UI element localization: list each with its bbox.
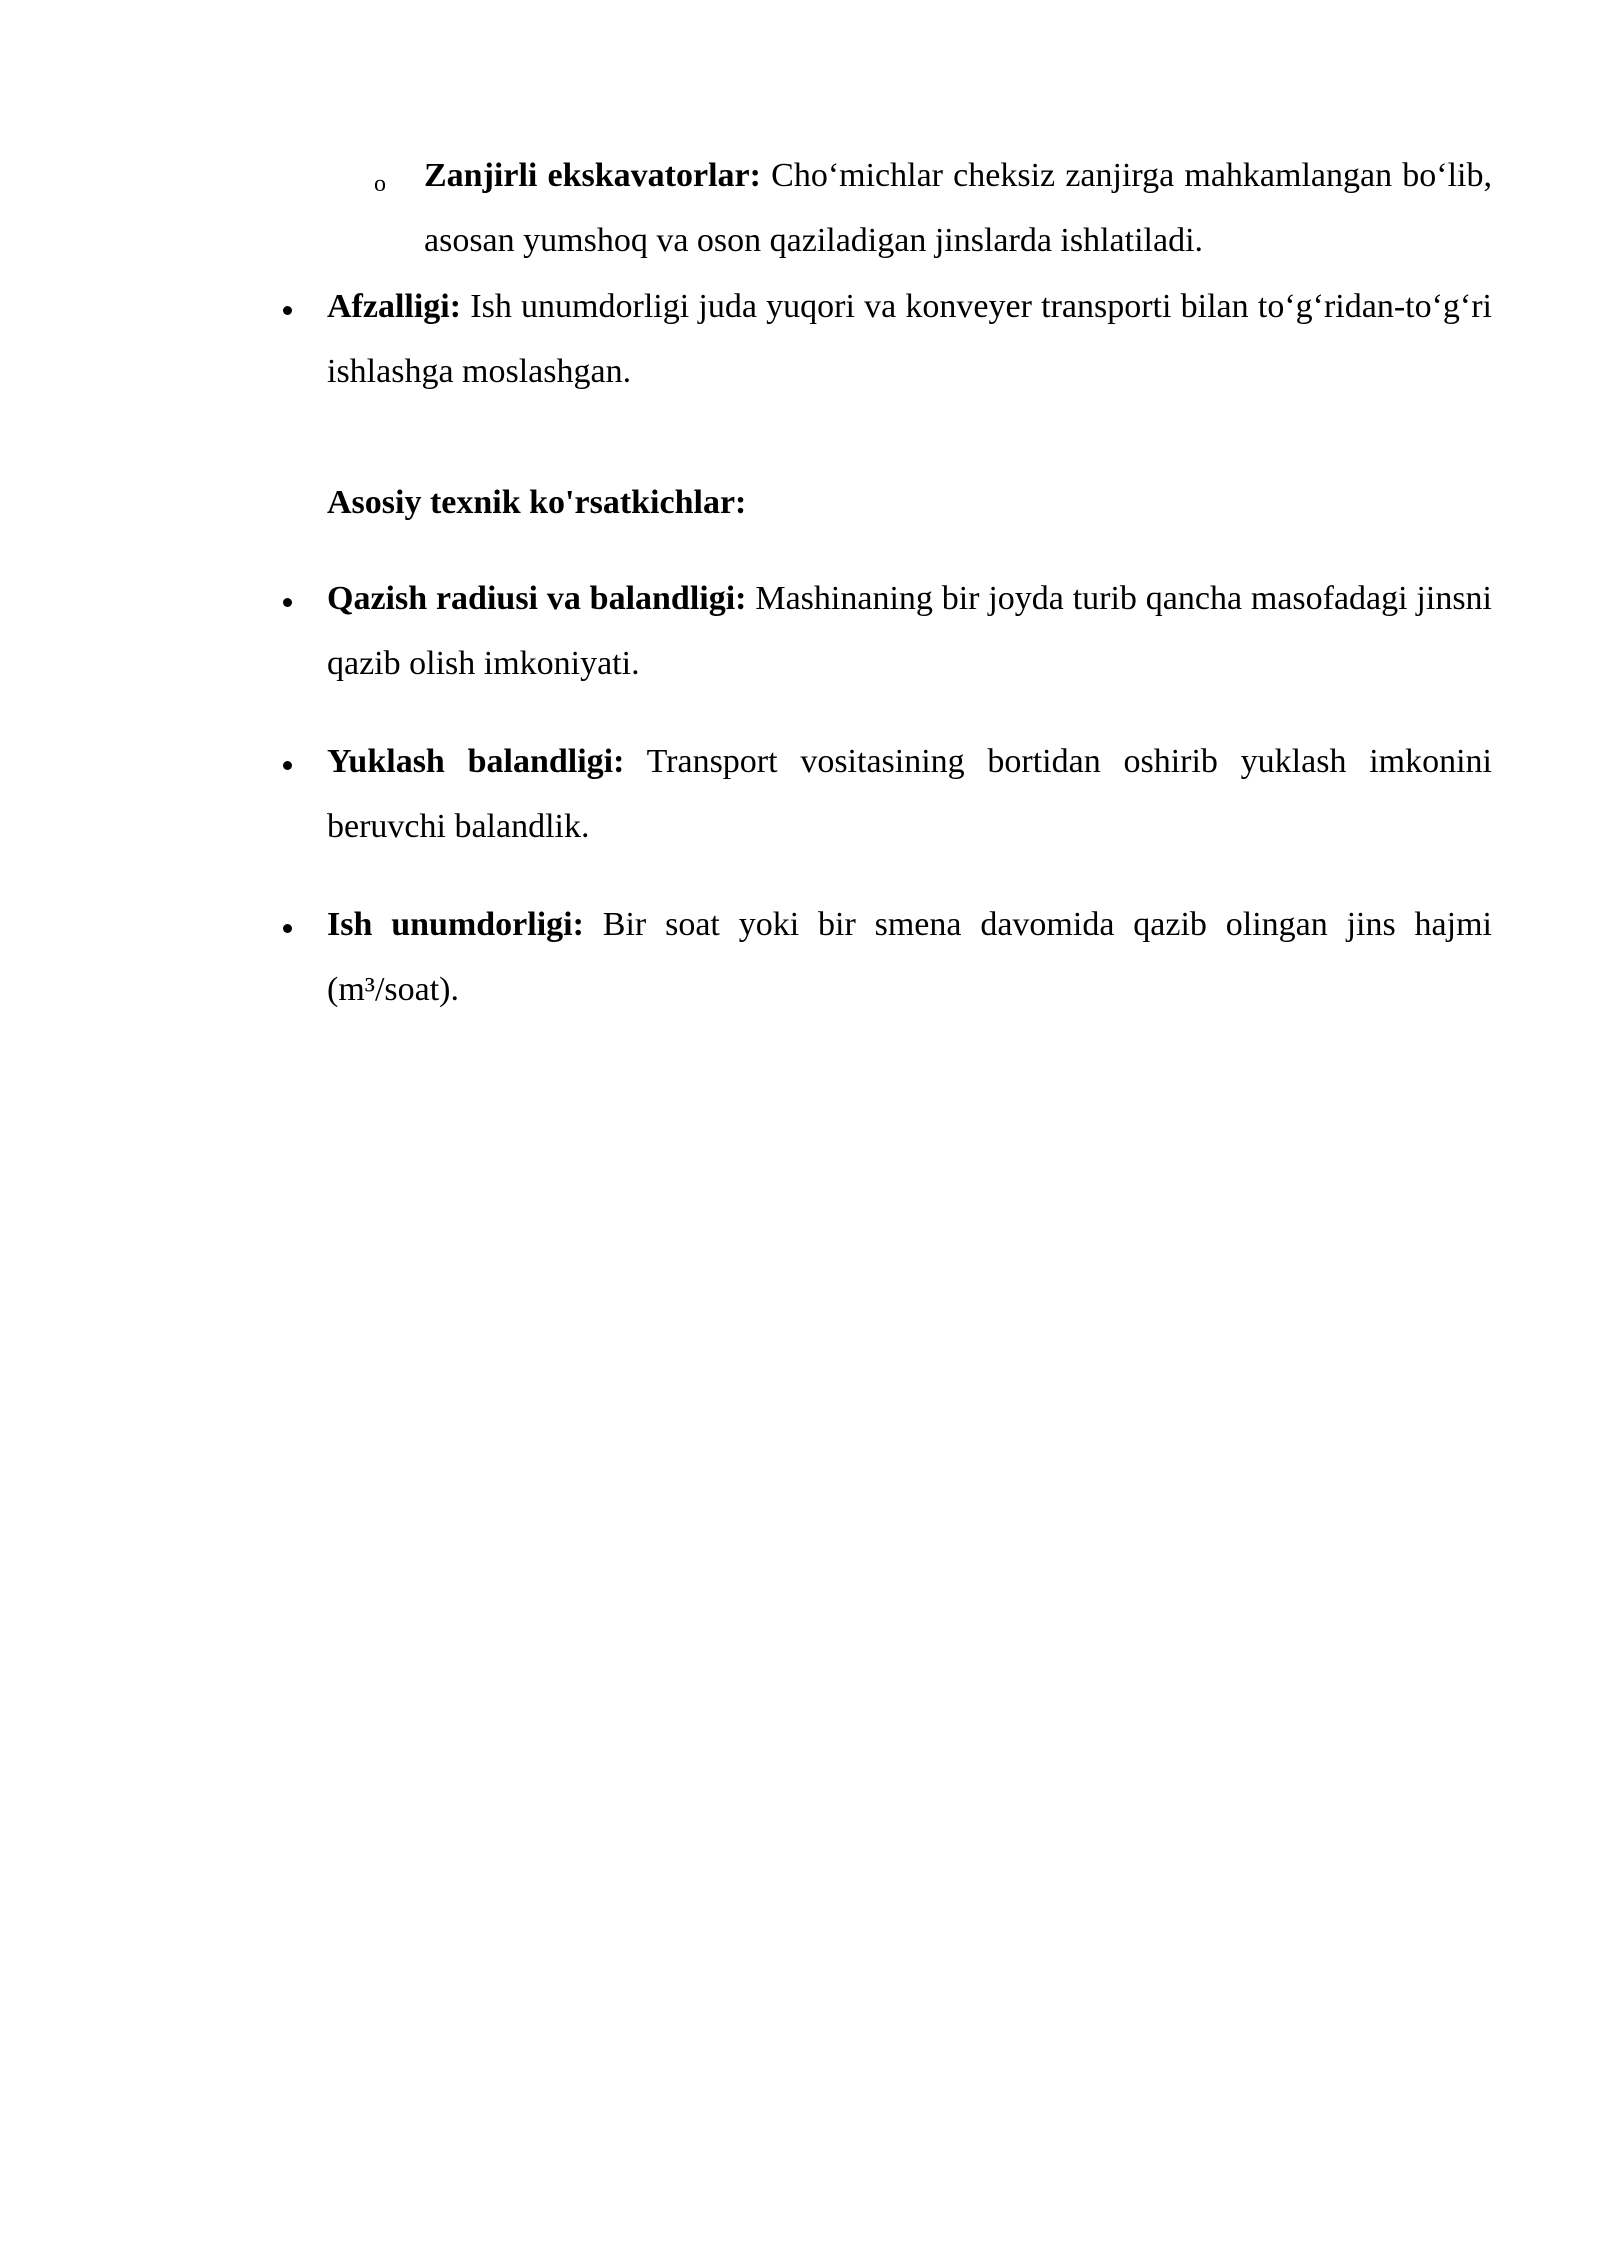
bullet-marker xyxy=(283,924,292,933)
list-item-text: Cho‘michlar cheksiz zanjirga mahkamlangan bo‘lib, asosan yumshoq va oson qaziladigan jinslarda ishlatiladi. xyxy=(424,157,1492,259)
list-item-zanjirli xyxy=(424,143,1492,273)
spec-item-text: Mashinaning bir joyda turib qancha masofadagi jinsni qazib olish imkoniyati. xyxy=(327,580,1492,682)
spec-item-text: Transport vositasining bortidan oshirib yuklash imkonini beruvchi balandlik. xyxy=(327,743,1492,845)
list-item-term: Afzalligi: xyxy=(327,288,462,325)
list-item-text: Ish unumdorligi juda yuqori va konveyer transporti bilan to‘g‘ridan-to‘g‘ri ishlashga moslashgan. xyxy=(327,288,1492,390)
bullet-marker xyxy=(283,761,292,770)
bullet-marker xyxy=(283,306,292,315)
spec-item-term: Ish unumdorligi: xyxy=(327,906,584,943)
sub-bullet-marker: o xyxy=(374,171,386,197)
spec-item-qazish xyxy=(327,566,1492,696)
list-item-term: Zanjirli ekskavatorlar: xyxy=(424,157,761,194)
spec-item-text: Bir soat yoki bir smena davomida qazib olingan jins hajmi (m³/soat). xyxy=(327,906,1492,1008)
spec-item-term: Yuklash balandligi: xyxy=(327,743,625,780)
spec-item-yuklash xyxy=(327,729,1492,859)
section-heading: Asosiy texnik ko'rsatkichlar: xyxy=(327,484,747,521)
bullet-marker xyxy=(283,598,292,607)
spec-item-term: Qazish radiusi va balandligi: xyxy=(327,580,747,617)
list-item-afzalligi xyxy=(327,274,1492,404)
spec-item-unumdorlik xyxy=(327,892,1492,1022)
